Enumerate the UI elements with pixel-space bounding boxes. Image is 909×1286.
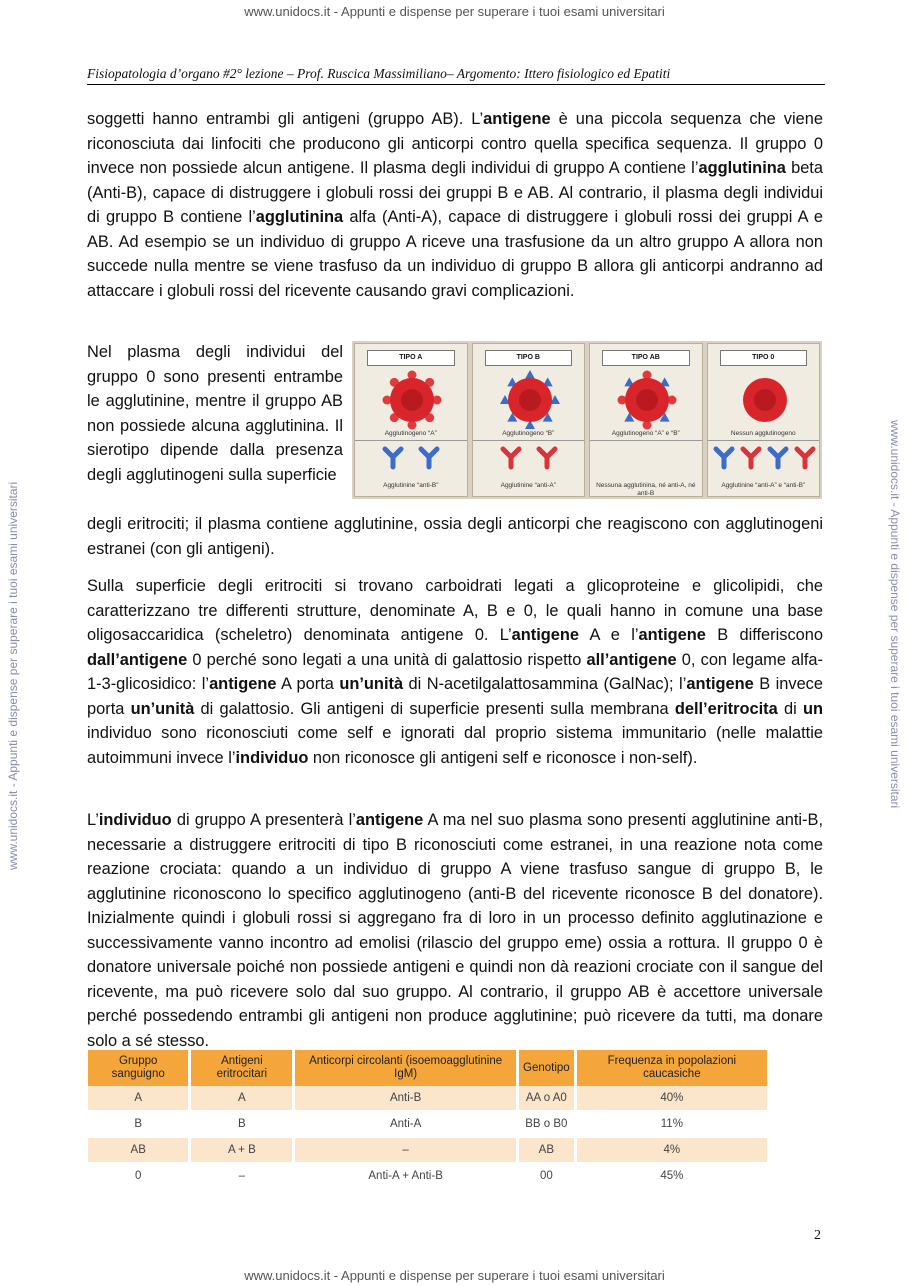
table-cell: 45% xyxy=(575,1163,768,1189)
table-cell: Anti-A xyxy=(294,1111,518,1137)
table-header-cell: Gruppo sanguigno xyxy=(88,1050,190,1086)
text-run: non riconosce gli antigeni self e riconosce i non-self). xyxy=(308,748,698,767)
text-run: individuo sono riconosciuti come self e ignorati dal proprio sistema immunitario (nelle malattie autoimmuni invece l’ xyxy=(87,724,823,767)
bold-term: antigene xyxy=(355,811,424,829)
paragraph-antigens xyxy=(87,574,823,770)
table-cell: B xyxy=(190,1111,294,1137)
agglutinogen-caption: Agglutinogeno “A” xyxy=(384,430,437,437)
text-run: beta (Anti-B), capace di distruggere i globuli rossi dei gruppi B e AB. Al contrario, il plasma degli individui di gruppo B contiene l’ xyxy=(87,159,823,226)
antibody-icon xyxy=(421,449,437,467)
red-cell-illustration xyxy=(708,344,822,494)
table-cell: 4% xyxy=(575,1137,768,1163)
table-cell: AA o A0 xyxy=(518,1086,576,1111)
paragraph-blood-groups xyxy=(87,107,823,303)
red-cell-illustration xyxy=(473,344,587,494)
table-cell: – xyxy=(294,1137,518,1163)
bold-term: un’unità xyxy=(339,675,404,693)
text-run: soggetti hanno entrambi gli antigeni (gruppo AB). L’ xyxy=(87,110,484,128)
text-run: alfa (Anti-A), capace di distruggere i globuli rossi dei gruppi A e AB. Ad esempio se un individuo di gruppo A riceve una trasfusione da un altro gruppo A allora non succede nulla mentre se viene trasfuso da un individuo di gruppo B allora gli anticorpi andranno ad attaccare i globuli rossi del ricevente causando gravi complicazioni. xyxy=(87,208,823,300)
text-run: 0, con legame alfa-1-3-glicosidico: l’ xyxy=(87,650,823,693)
table-row xyxy=(88,1086,769,1111)
paragraph-cross-reaction xyxy=(87,808,823,1053)
table-header-cell: Antigeni eritrocitari xyxy=(190,1050,294,1086)
table-header-cell: Genotipo xyxy=(518,1050,576,1086)
paragraph-agglutinins: Nel plasma degli individui del gruppo 0 sono presenti entrambe le agglutinine, mentre il gruppo AB non possiede alcuna agglutinina. Il sierotipo dipende dalla presenza degli agglutinogeni sulla superficie xyxy=(87,343,343,484)
text-run: di N-acetilgalattosammina (GalNac); l’ xyxy=(403,675,687,693)
red-cell-illustration xyxy=(590,344,704,494)
bold-term: un’unità xyxy=(130,699,195,718)
blood-types-figure xyxy=(352,341,822,499)
text-run: B invece porta xyxy=(87,675,823,718)
text-run: di xyxy=(777,699,803,718)
blood-type-panel xyxy=(472,343,586,497)
text-run: L’ xyxy=(87,811,99,829)
table-cell: Anti-A + Anti-B xyxy=(294,1163,518,1189)
table-header-cell: Frequenza in popolazioni caucasiche xyxy=(575,1050,768,1086)
bold-term: antigene xyxy=(638,626,706,644)
bold-term: un xyxy=(802,699,823,718)
panel-title: TIPO A xyxy=(367,350,455,366)
table-body xyxy=(88,1086,769,1189)
table-cell: AB xyxy=(518,1137,576,1163)
text-run: Sulla superficie degli eritrociti si trovano carboidrati legati a glicoproteine e glicolipidi, che caratterizzano tre differenti strutture, denominate A, B e 0, le quali hanno in comune una base oligosaccaridica (scheletro) denominata antigene 0. L’ xyxy=(87,577,823,644)
bold-term: individuo xyxy=(98,811,172,829)
table-cell: 11% xyxy=(575,1111,768,1137)
text-run: di galattosio. Gli antigeni di superficie presenti sulla membrana xyxy=(194,699,675,718)
bold-term: antigene xyxy=(483,110,551,128)
table-row xyxy=(88,1111,769,1137)
panel-title: TIPO B xyxy=(485,350,573,366)
agglutinogen-caption: Agglutinogeno “A” e “B” xyxy=(611,430,680,437)
antibody-icon xyxy=(503,449,519,467)
red-cell-center xyxy=(401,389,423,411)
page-number: 2 xyxy=(814,1228,821,1243)
text-run: A e l’ xyxy=(579,626,639,644)
watermark-top: www.unidocs.it - Appunti e dispense per superare i tuoi esami universitari xyxy=(244,4,665,19)
red-cell-center xyxy=(519,389,541,411)
bold-term: dall’antigene xyxy=(87,650,188,669)
table-cell: 40% xyxy=(575,1086,768,1111)
agglutinogen-caption: Agglutinogeno “B” xyxy=(502,430,555,437)
blood-group-table xyxy=(88,1050,770,1190)
blood-type-panel xyxy=(707,343,821,497)
bold-term: antigene xyxy=(209,675,277,693)
table-cell: AB xyxy=(88,1137,190,1163)
table-header-row xyxy=(88,1050,769,1086)
text-run: è una piccola sequenza che viene riconosciuta dai linfociti che producono gli anticorpi contro quella specifica sequenza. Il gruppo 0 invece non possiede alcun antigene. Il plasma degli individui di gruppo A contiene l’ xyxy=(87,110,823,177)
blood-type-panel xyxy=(354,343,468,497)
agglutinin-caption: Agglutinine “anti-A” xyxy=(500,482,556,489)
table-header-cell: Anticorpi circolanti (isoemoagglutinine IgM) xyxy=(294,1050,518,1086)
panel-divider xyxy=(708,440,820,441)
table-cell: BB o B0 xyxy=(518,1111,576,1137)
text-run: di gruppo A presenterà l’ xyxy=(171,811,356,829)
text-run: B differiscono xyxy=(705,626,823,644)
antibody-icon xyxy=(797,449,813,467)
table-cell: A xyxy=(88,1086,190,1111)
antibody-icon xyxy=(539,449,555,467)
text-run: A porta xyxy=(276,675,340,693)
table-cell: A + B xyxy=(190,1137,294,1163)
red-cell-center xyxy=(636,389,658,411)
agglutinin-caption: Agglutinine “anti-A” e “anti-B” xyxy=(721,482,806,489)
agglutinin-caption: Agglutinine “anti-B” xyxy=(383,482,439,489)
blood-type-panel xyxy=(589,343,703,497)
panel-divider xyxy=(355,440,467,441)
panel-divider xyxy=(590,440,702,441)
table-row xyxy=(88,1163,769,1189)
paragraph-agglutinins-cont: degli eritrociti; il plasma contiene agglutinine, ossia degli anticorpi che reagiscono con agglutinogeni estranei (con gli antigeni). xyxy=(87,515,823,558)
table-cell: 00 xyxy=(518,1163,576,1189)
table-cell: Anti-B xyxy=(294,1086,518,1111)
table-cell: A xyxy=(190,1086,294,1111)
bold-term: agglutinina xyxy=(255,208,344,226)
bold-term: agglutinina xyxy=(698,159,786,177)
panel-title: TIPO AB xyxy=(602,350,690,366)
watermark-left: www.unidocs.it - Appunti e dispense per superare i tuoi esami universitari xyxy=(6,481,20,870)
page-header: Fisiopatologia d’organo #2° lezione – Prof. Ruscica Massimiliano– Argomento: Ittero fisiologico ed Epatiti xyxy=(87,66,825,85)
table-cell: B xyxy=(88,1111,190,1137)
antibody-icon xyxy=(716,449,732,467)
antibody-icon xyxy=(385,449,401,467)
bold-term: individuo xyxy=(235,748,309,767)
table-cell: 0 xyxy=(88,1163,190,1189)
text-run: 0 perché sono legati a una unità di galattosio rispetto xyxy=(187,650,587,669)
panel-divider xyxy=(473,440,585,441)
antibody-icon xyxy=(743,449,759,467)
text-run: A ma nel suo plasma sono presenti agglutinine anti-B, necessarie a distruggere eritrociti di tipo B riconosciuti come estranei, in una reazione nota come reazione crociata: quando a un individuo di gruppo A viene trasfuso sangue di gruppo B, le agglutinine riconoscono lo specifico agglutinogeno (anti-B del ricevente riconosce B del donatore). Inizialmente quindi i globuli rossi si aggregano fra di loro in un processo definito agglutinazione e successivamente vanno incontro ad emolisi (rilascio del gruppo eme) ossia a rottura. Il gruppo 0 è donatore universale poiché non possiede antigeni e quindi non dà reazioni crociate con il sangue del ricevente, ma può ricevere solo dal suo gruppo. Al contrario, il gruppo AB è accettore universale perché possedendo entrambi gli antigeni non produce agglutinine; può ricevere da tutti, ma donare solo a sé stesso. xyxy=(87,811,823,1050)
panel-title: TIPO 0 xyxy=(720,350,808,366)
agglutinogen-caption: Nessun agglutinogeno xyxy=(730,430,796,437)
red-cell-illustration xyxy=(355,344,469,494)
bold-term: dell’eritrocita xyxy=(674,699,778,718)
watermark-right: www.unidocs.it - Appunti e dispense per superare i tuoi esami universitari xyxy=(888,420,902,809)
antibody-icon xyxy=(770,449,786,467)
red-cell-center xyxy=(754,389,776,411)
bold-term: all’antigene xyxy=(586,650,677,669)
antigen-b-marker xyxy=(525,370,535,379)
bold-term: antigene xyxy=(686,675,754,693)
table-row xyxy=(88,1137,769,1163)
table-cell: – xyxy=(190,1163,294,1189)
watermark-bottom: www.unidocs.it - Appunti e dispense per superare i tuoi esami universitari xyxy=(244,1268,665,1283)
agglutinin-caption: Nessuna agglutinina, né anti-A, né anti-B xyxy=(596,482,696,497)
bold-term: antigene xyxy=(511,626,580,644)
